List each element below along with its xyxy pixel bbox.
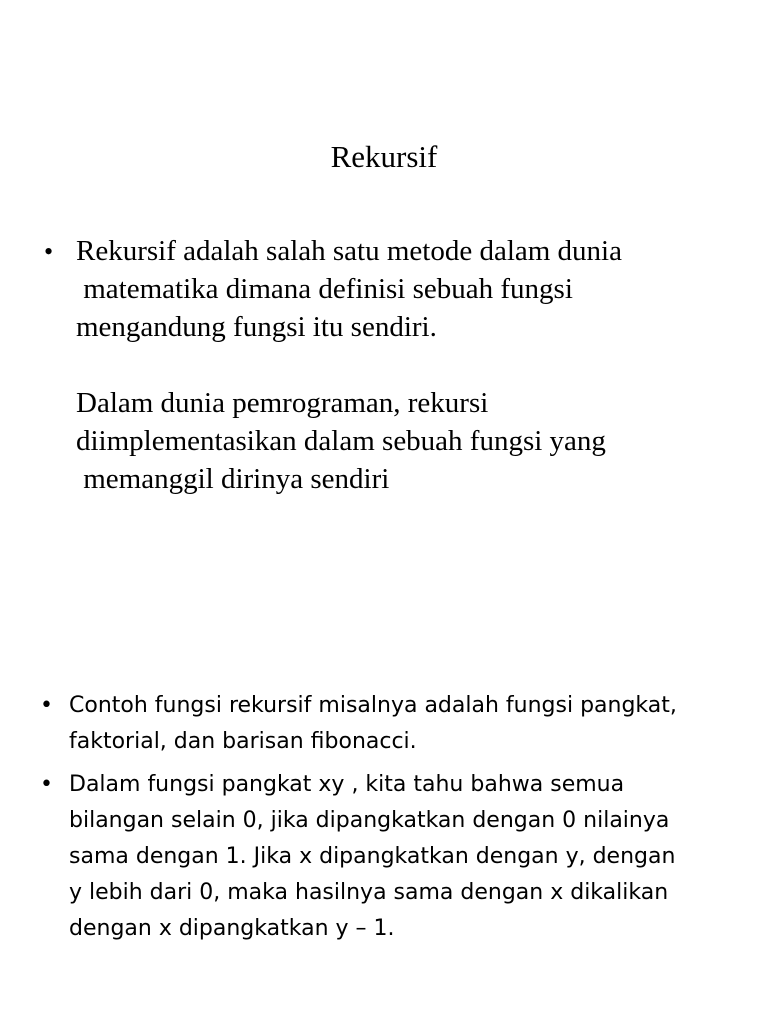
power-line-3: sama dengan 1. Jika x dipangkatkan dengan y, dengan: [69, 844, 676, 869]
definition-line-1: [44, 232, 744, 270]
example-line-2: faktorial, dan barisan fibonacci.: [69, 729, 417, 754]
power-function-item: [40, 767, 740, 947]
definition-line-3: mengandung fungsi itu sendiri.: [76, 311, 437, 343]
power-line-2: bilangan selain 0, jika dipangkatkan dengan 0 nilainya: [69, 808, 670, 833]
definition-line-2: matematika dimana definisi sebuah fungsi: [76, 273, 573, 305]
example-item: [40, 688, 740, 760]
bullet-icon: •: [40, 693, 53, 718]
power-line-1: Dalam fungsi pangkat xy , kita tahu bahwa semua: [69, 772, 625, 797]
programming-line-1: Dalam dunia pemrograman, rekursi: [76, 387, 489, 419]
power-line-5: dengan x dipangkatkan y – 1.: [69, 916, 395, 941]
bullet-icon: •: [44, 237, 54, 266]
definition-section: [44, 232, 744, 498]
programming-line-2: diimplementasikan dalam sebuah fungsi yang: [76, 425, 606, 457]
examples-section: [40, 688, 740, 954]
paragraph-spacer: [44, 346, 744, 384]
example-line-1: Contoh fungsi rekursif misalnya adalah fungsi pangkat,: [69, 693, 677, 718]
definition-text-1: Rekursif adalah salah satu metode dalam dunia: [76, 235, 622, 267]
slide-title: Rekursif: [330, 139, 438, 174]
power-line-4: y lebih dari 0, maka hasilnya sama dengan x dikalikan: [69, 880, 669, 905]
bullet-icon: •: [40, 772, 53, 797]
programming-line-3: memanggil dirinya sendiri: [76, 463, 390, 495]
